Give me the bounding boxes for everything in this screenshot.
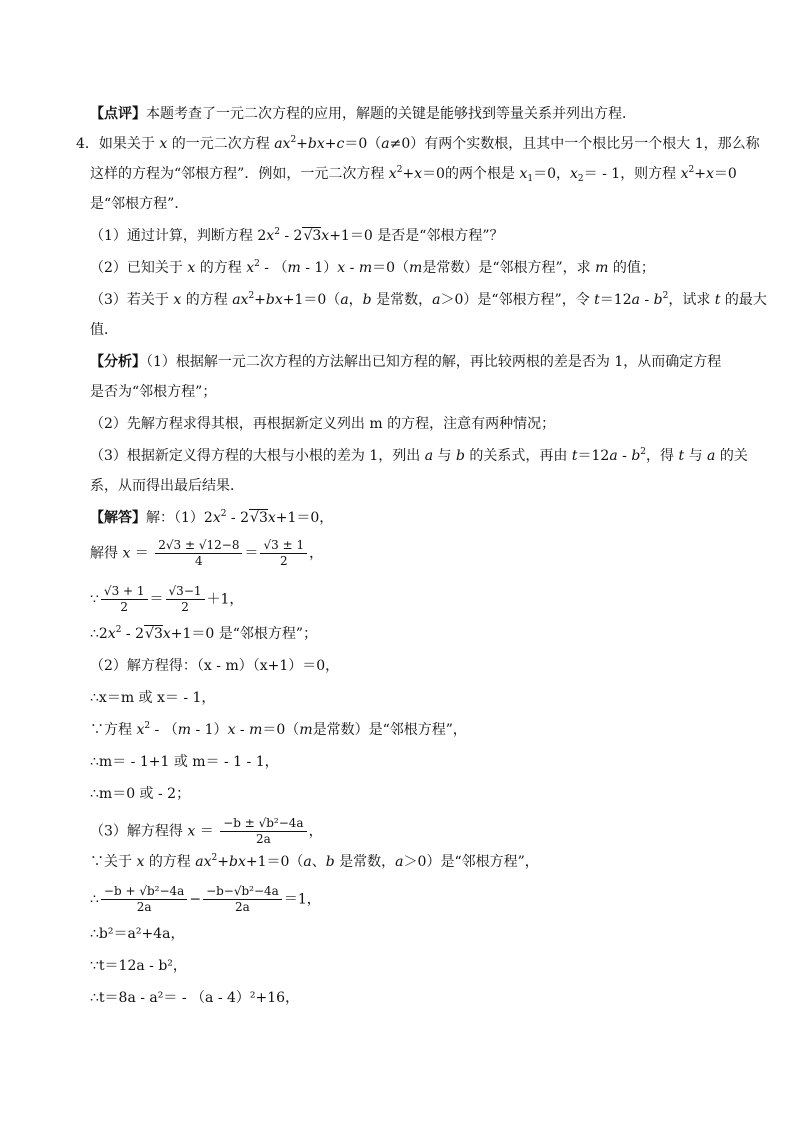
fraction: $\frac{√3 + 1}{2}$ [101,584,148,615]
text: （ [367,136,382,152]
text: ∴ [90,891,99,908]
text: 是否是“邻根方程”？ [377,228,504,244]
problem-part-3-cont [90,320,118,340]
text: （2）已知关于 [90,260,183,276]
text: 是常数， [376,292,433,308]
text: 是常数）是“邻根方程”， [312,722,467,738]
text: 的关系式，再由 [469,448,568,464]
text: x＝m 或 x＝ - 1， [98,690,216,706]
solution-part-3: （3）解方程得 x ＝ $\frac{\text{−b ± √b²−4a}}{2a}$ ， [90,816,323,846]
analysis-line-2 [90,382,216,402]
solution-b2 [90,924,184,944]
text: 这样的方程为“邻根方程”．例如，一元二次方程 [90,166,385,182]
solution-because-1: ∵ $\frac{√3 + 1}{2}$ ＝ $\frac{√3-1}{2}$ ＋1， [90,584,244,614]
text: （1）根据解一元二次方程的方法解出已知方程的解，再比较两根的差是否为 1，从而确定方程 [146,354,722,370]
text: （2）先解方程求得其根，再根据新定义列出 m 的方程，注意有两种情况； [90,416,556,432]
text: ，试求 [668,292,711,308]
text: ∵ [90,958,99,974]
text: ∴ [90,626,99,642]
fraction: $\frac{\text{−b ± √b²−4a}}{2a}$ [220,816,306,847]
solution-part-2-because: ∵方程 $x^2 - (m - 1)x - m=0(m$是常数）是“邻根方程”， [90,721,467,738]
text: （3）若关于 [90,292,169,308]
fraction: $\frac{\text{−b−√b²−4a}}{2a}$ [203,884,282,915]
text: ）是“邻根方程”，令 [463,292,590,308]
text: ∵ [90,722,104,738]
text: 是常数， [339,854,396,870]
problem-part-3: （3）若关于 x 的方程 $ax^2+bx+1=0(a$，b 是常数，a＞0）是“邻根方程”，令 $t=12a - b^2$，试求 t 的最大 [90,291,767,308]
text: 的值； [612,260,655,276]
solution-part-2-eq [90,752,279,772]
text: （1）通过计算，判断方程 [90,228,253,244]
analysis-part-2 [90,414,555,434]
text: ）有两个实数根，且其中一个根比另一个根大 1，那么称 [410,136,760,152]
analysis-tag: 【分析】 [90,354,146,370]
text: 如果关于 [98,136,155,152]
solution-part-2-roots [90,688,215,708]
text: 解：（1） [146,510,204,526]
text: m＝ - 1+1 或 m＝ - 1 - 1， [98,754,279,770]
text: 的关 [719,448,748,464]
solution-line-1: 【解答】解：$(1)2x^2 - 2√3x+1=0$， [90,509,334,526]
text: 的两个根是 [444,166,515,182]
text: （2）解方程得： [90,658,197,674]
text: （3）解方程得 [90,823,183,840]
fraction: $\frac{√3-1}{2}$ [166,584,205,615]
solution-solve: 解得 x ＝ $\frac{2√3 \pm √12-8}{4}$ ＝ $\frac{√3 \pm 1}{2}$ ， [90,538,324,568]
analysis-part-3: （3）根据新定义得方程的大根与小根的差为 1，列出 a 与 b 的关系式，再由 $t=12a - b^2$，得 t 与 a 的关 [90,447,748,464]
problem-line-3 [90,194,188,214]
text: 关于 [104,854,132,870]
text: 的方程 [148,854,191,870]
text: ，则方程 [620,166,677,182]
solution-part-3-because: ∵关于 x 的方程 $ax^2+bx+1=0(a$、b 是常数，a＞0）是“邻根方程”， [90,853,539,870]
text: t＝12a - b²， [98,958,187,974]
text: ，得 [646,448,675,464]
comment-text: 本题考查了一元二次方程的应用，解题的关键是能够找到等量关系并列出方程． [146,106,636,122]
text: ）是“邻根方程”， [426,854,539,870]
analysis-line-1 [90,352,721,372]
text: 的一元二次方程 [171,136,270,152]
solution-t-def [90,956,187,976]
text: ∴ [90,754,99,770]
solution-tag: 【解答】 [90,510,146,526]
text: 系，从而得出最后结果． [90,478,244,494]
text: 是否为“邻根方程”； [90,384,217,400]
text: 是常数）是“邻根方程”，求 [422,260,591,276]
text: ∴ [90,786,99,802]
text: 的最大 [724,292,767,308]
text: m＝0 或 - 2； [98,786,191,802]
analysis-part-3-cont [90,476,244,496]
text: ∴ [90,990,99,1006]
text: t＝8a - a²＝ - （a - 4）²+16， [98,990,300,1006]
text: 的方程 [199,260,242,276]
text: ∴ [90,926,99,942]
fraction: $\frac{\text{−b + √b²−4a}}{2a}$ [101,884,187,915]
solution-part-3-diff: ∴ $\frac{\text{−b + √b²−4a}}{2a}$ − $\frac{\text{−b−√b²−4a}}{2a}$ ＝1， [90,884,321,914]
text: 与 [688,448,703,464]
text: 是“邻根方程”． [90,196,189,212]
solution-t-result [90,988,299,1008]
comment-line [90,104,636,124]
text: 的方程 [185,292,228,308]
problem-line-1: 4．如果关于 x 的一元二次方程 $ax^2+bx+c=0(a\ne 0)$有两个实数根，且其中一个根比另一个根大 1，那么称 [76,135,760,152]
text: 是“邻根方程”； [218,626,318,642]
comment-tag: 【点评】 [90,106,146,122]
solution-part-2-result [90,784,190,804]
text: ∴ [90,690,99,706]
problem-part-2: （2）已知关于 x 的方程 $x^2 - (m - 1)x - m=0(m$是常数）是“邻根方程”，求 m 的值； [90,259,655,276]
problem-part-1: （1）通过计算，判断方程 $2x^2 - 2√3x+1=0$ 是否是“邻根方程”？ [90,227,504,244]
solution-conclusion-1: $\therefore 2x^2 - 2√3x+1=0$ 是“邻根方程”； [90,625,318,642]
solution-part-2 [90,656,339,676]
text: 解得 [90,545,118,562]
text: ∵ [90,591,99,608]
text: 方程 [104,722,132,738]
text: 与 [437,448,452,464]
text: 值． [90,322,118,338]
text: ∵ [90,854,104,870]
problem-line-2: 这样的方程为“邻根方程”．例如，一元二次方程 $x^2+x=0$的两个根是 $x_1=0$，$x_2= - 1$，则方程 $x^2+x=0$ [90,165,737,184]
text: （x - m）（x+1）＝0， [196,658,340,674]
text: b²＝a²+4a， [98,926,185,942]
fraction: $\frac{√3 \pm 1}{2}$ [260,538,307,569]
text: （3）根据新定义得方程的大根与小根的差为 1，列出 [90,448,421,464]
fraction: $\frac{2√3 \pm √12-8}{4}$ [155,538,242,569]
problem-number: 4． [76,136,99,152]
